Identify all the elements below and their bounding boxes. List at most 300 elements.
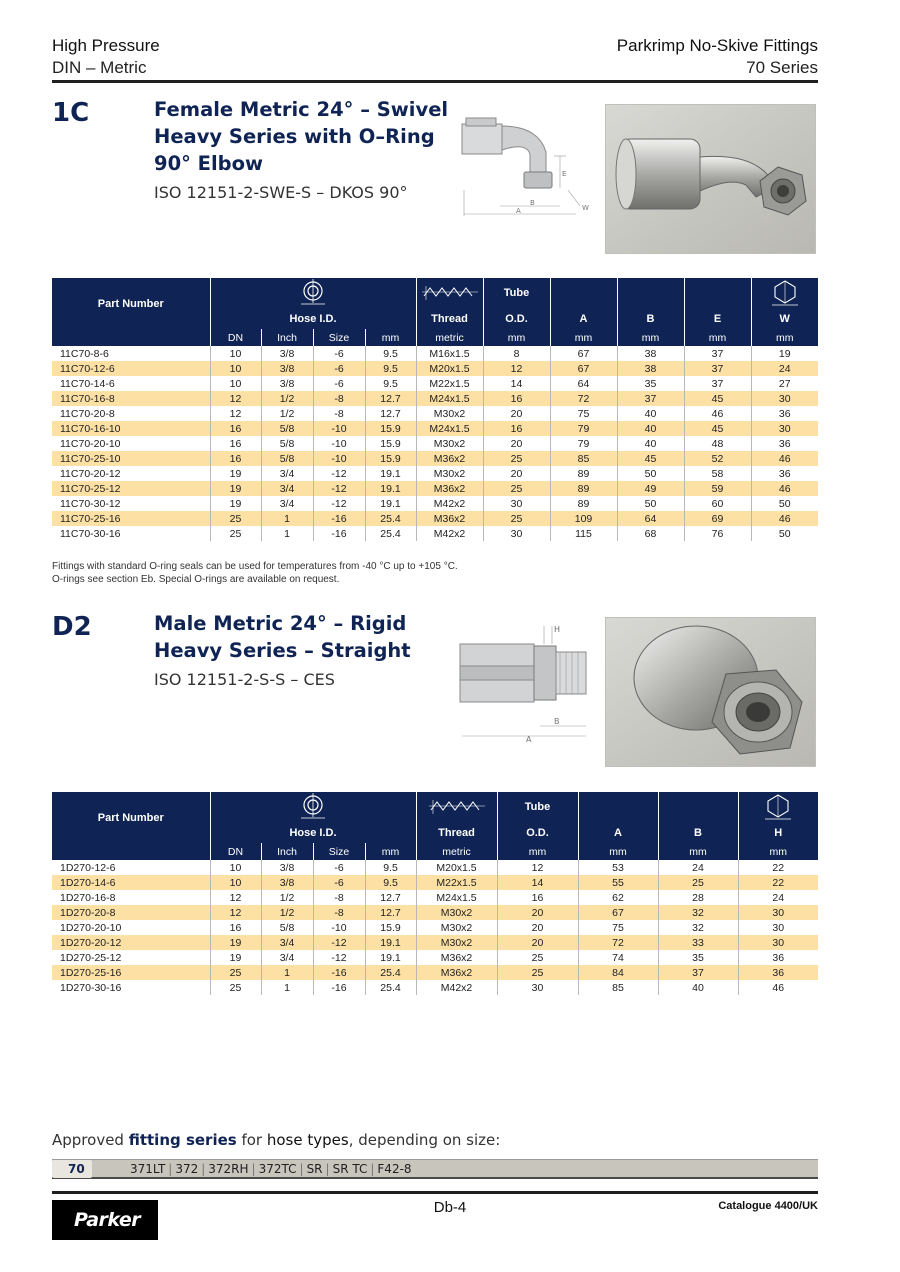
part-number-cell: 1D270-25-12: [60, 951, 122, 964]
table-cell: 16: [210, 436, 261, 451]
col-b: B: [658, 822, 738, 843]
part-number-cell: 1D270-30-16: [60, 981, 122, 994]
table-cell: M22x1.5: [416, 875, 497, 890]
table-row: [52, 481, 818, 496]
sub-header: mm: [483, 329, 550, 346]
sub-header: mm: [658, 843, 738, 860]
table-cell: 25: [210, 965, 261, 980]
table-cell: 38: [617, 346, 684, 361]
table-cell: 55: [578, 875, 658, 890]
table-cell: 12: [497, 860, 578, 875]
col-a-blank: [578, 792, 658, 822]
table-cell: 9.5: [365, 346, 416, 361]
table-cell: 20: [483, 406, 550, 421]
hose-series-item: SR TC: [332, 1162, 368, 1176]
table-cell: M36x2: [416, 950, 497, 965]
table-cell: 50: [751, 526, 818, 541]
col-e-blank: [684, 278, 751, 308]
sub-header: mm: [617, 329, 684, 346]
table-cell: 25: [483, 511, 550, 526]
dim-label-a: A: [526, 735, 532, 744]
table-cell: -12: [313, 466, 365, 481]
table-cell: 72: [578, 935, 658, 950]
table-cell: -8: [313, 890, 365, 905]
table-cell: -6: [313, 875, 365, 890]
table-cell: 50: [617, 466, 684, 481]
part-number-cell: 1D270-14-6: [52, 875, 210, 890]
table-cell: 30: [738, 935, 818, 950]
table-cell: 9.5: [365, 875, 416, 890]
table-cell: 16: [210, 451, 261, 466]
part-number-cell: 11C70-30-16: [60, 527, 121, 540]
table-cell: -10: [313, 436, 365, 451]
table-cell: 15.9: [365, 436, 416, 451]
part-number-cell: 1D270-25-16: [52, 965, 210, 980]
table-cell: 12.7: [365, 391, 416, 406]
table-cell: 32: [658, 920, 738, 935]
table-cell: 85: [550, 451, 617, 466]
table-cell: 115: [550, 526, 617, 541]
part-number-cell: 1D270-16-8: [60, 891, 116, 904]
thread-icon-cell: [416, 278, 483, 308]
dim-label-b: B: [554, 717, 560, 726]
sub-header: mm: [365, 843, 416, 860]
part-number-cell: 11C70-20-12: [60, 467, 121, 480]
thread-icon: [427, 796, 487, 818]
table-cell: 30: [751, 421, 818, 436]
section-d2-standard: ISO 12151-2-S-S – CES: [154, 670, 335, 689]
table-cell: -6: [313, 860, 365, 875]
col-tube-top: Tube: [497, 792, 578, 822]
section-d2-photo: [605, 617, 816, 767]
table-cell: 12: [210, 890, 261, 905]
table-row: [52, 391, 818, 406]
table-cell: 25: [210, 980, 261, 995]
part-number-cell: 11C70-16-8: [52, 391, 210, 406]
part-number-cell: 11C70-16-10: [52, 421, 210, 436]
table-cell: 25: [210, 526, 261, 541]
table-cell: 30: [738, 905, 818, 920]
straight-fitting-illustration: [606, 618, 817, 768]
table-cell: 1: [261, 511, 313, 526]
table-cell: 79: [550, 436, 617, 451]
part-number-cell: 11C70-30-12: [60, 497, 121, 510]
table-cell: 25: [497, 965, 578, 980]
table-cell: 50: [617, 496, 684, 511]
table-cell: M36x2: [416, 481, 483, 496]
series-separator: |: [251, 1162, 256, 1176]
table-cell: 49: [617, 481, 684, 496]
section-d2-drawing: [456, 622, 598, 746]
approved-prefix: Approved: [52, 1131, 129, 1149]
table-cell: 3/8: [261, 875, 313, 890]
table-cell: 36: [751, 406, 818, 421]
section-1c-title-line: Heavy Series with O–Ring: [154, 125, 435, 148]
part-number-cell: 11C70-25-12: [52, 481, 210, 496]
table-cell: 12: [210, 905, 261, 920]
table-cell: 3/8: [261, 860, 313, 875]
table-cell: -6: [313, 361, 365, 376]
col-e: E: [684, 308, 751, 329]
table-cell: 46: [684, 406, 751, 421]
table-cell: 10: [210, 376, 261, 391]
col-tube-top: Tube: [483, 278, 550, 308]
table-cell: M16x1.5: [416, 346, 483, 361]
hex-icon-cell: [751, 278, 818, 308]
table-cell: -16: [313, 965, 365, 980]
table-cell: 10: [210, 860, 261, 875]
hose-series-item: 371LT: [130, 1162, 166, 1176]
table-cell: M30x2: [416, 436, 483, 451]
table-cell: 3/8: [261, 361, 313, 376]
thread-icon-cell: [416, 792, 497, 822]
table-cell: 79: [550, 421, 617, 436]
hose-series-item: 372TC: [258, 1162, 297, 1176]
col-b-blank: [617, 278, 684, 308]
table-cell: 25: [210, 511, 261, 526]
table-cell: 1/2: [261, 391, 313, 406]
table-cell: 40: [658, 980, 738, 995]
table-cell: 36: [751, 466, 818, 481]
part-number-cell: 11C70-25-10: [52, 451, 210, 466]
table-cell: 59: [684, 481, 751, 496]
thread-icon: [420, 282, 480, 304]
sub-blank: [52, 843, 210, 860]
section-1c-title: [154, 96, 454, 177]
col-h: H: [738, 822, 818, 843]
table-cell: 15.9: [365, 920, 416, 935]
table-cell: 45: [684, 391, 751, 406]
col-part-number: Part Number: [52, 792, 210, 843]
table-cell: 37: [658, 965, 738, 980]
table-cell: 5/8: [261, 436, 313, 451]
table-cell: M30x2: [416, 920, 497, 935]
table-cell: 75: [550, 406, 617, 421]
table-cell: 38: [617, 361, 684, 376]
header-series: 70 Series: [746, 58, 818, 77]
table-cell: -12: [313, 950, 365, 965]
table-cell: -12: [313, 496, 365, 511]
table-cell: 58: [684, 466, 751, 481]
table-cell: 68: [617, 526, 684, 541]
series-separator: |: [370, 1162, 375, 1176]
table-cell: M36x2: [416, 965, 497, 980]
catalogue-number: Catalogue 4400/UK: [718, 1200, 818, 1212]
table-cell: 67: [578, 905, 658, 920]
table-cell: M30x2: [416, 935, 497, 950]
table-cell: 9.5: [365, 361, 416, 376]
table-row: [52, 346, 818, 361]
table-cell: 25.4: [365, 980, 416, 995]
col-thread: Thread: [416, 308, 483, 329]
table-row: [52, 980, 818, 995]
hose-series-item: 372RH: [208, 1162, 249, 1176]
section-d2-table: [52, 792, 818, 995]
table-cell: -12: [313, 935, 365, 950]
table-cell: 16: [210, 421, 261, 436]
footer-divider: [52, 1191, 818, 1194]
table-cell: 19: [210, 935, 261, 950]
table-row: [52, 920, 818, 935]
table-cell: 25.4: [365, 526, 416, 541]
table-cell: -12: [313, 481, 365, 496]
section-1c-photo: [605, 104, 816, 254]
table-cell: 30: [483, 496, 550, 511]
col-tube-od: O.D.: [483, 308, 550, 329]
table-cell: 19.1: [365, 496, 416, 511]
table-cell: 53: [578, 860, 658, 875]
table-row: [52, 406, 818, 421]
table-cell: 85: [578, 980, 658, 995]
table-cell: 24: [751, 361, 818, 376]
header-product-line: Parkrimp No-Skive Fittings: [616, 36, 818, 55]
table-cell: -16: [313, 526, 365, 541]
hose-id-icon-cell: [210, 792, 416, 822]
note-line: O-rings see section Eb. Special O-rings are available on request.: [52, 574, 340, 585]
table-cell: -10: [313, 421, 365, 436]
col-tube-od: O.D.: [497, 822, 578, 843]
section-d2-title-line: Male Metric 24° – Rigid: [154, 612, 407, 635]
table-cell: 46: [751, 481, 818, 496]
table-row: [52, 860, 818, 875]
hose-series-item: F42-8: [377, 1162, 412, 1176]
table-cell: 35: [617, 376, 684, 391]
table-cell: 9.5: [365, 860, 416, 875]
table-cell: 40: [617, 436, 684, 451]
series-separator: |: [299, 1162, 304, 1176]
table-cell: 36: [738, 965, 818, 980]
table-cell: 8: [483, 346, 550, 361]
table-cell: 37: [684, 376, 751, 391]
part-number-cell: 11C70-8-6: [60, 347, 109, 360]
table-cell: 19: [210, 481, 261, 496]
table-row: [52, 466, 818, 481]
approved-hose-types: hose types: [266, 1131, 349, 1149]
hose-series-item: 372: [175, 1162, 199, 1176]
table-cell: 67: [550, 346, 617, 361]
section-d2-title-line: Heavy Series – Straight: [154, 639, 411, 662]
table-cell: 16: [497, 890, 578, 905]
table-cell: -16: [313, 980, 365, 995]
table-cell: 1/2: [261, 406, 313, 421]
table-cell: 12: [210, 406, 261, 421]
section-d2-code: D2: [52, 612, 92, 642]
table-cell: 52: [684, 451, 751, 466]
section-1c-drawing: [456, 110, 598, 222]
table-cell: 75: [578, 920, 658, 935]
sub-header: Size: [313, 843, 365, 860]
section-d2-title: [154, 610, 454, 664]
table-cell: 89: [550, 481, 617, 496]
table-row: [52, 496, 818, 511]
table-cell: -16: [313, 511, 365, 526]
sub-header: DN: [210, 843, 261, 860]
sub-header: mm: [738, 843, 818, 860]
part-number-cell: 1D270-20-8: [52, 905, 210, 920]
dim-label-a: A: [516, 207, 521, 215]
sub-header: metric: [416, 843, 497, 860]
table-cell: 5/8: [261, 421, 313, 436]
table-cell: 10: [210, 361, 261, 376]
table-cell: 89: [550, 496, 617, 511]
table-cell: 46: [751, 511, 818, 526]
table-cell: M42x2: [416, 496, 483, 511]
table-row: [52, 890, 818, 905]
part-number-cell: 1D270-20-12: [52, 935, 210, 950]
table-cell: M24x1.5: [416, 421, 483, 436]
table-cell: M20x1.5: [416, 860, 497, 875]
table-cell: M20x1.5: [416, 361, 483, 376]
table-row: [52, 511, 818, 526]
table-cell: 19: [210, 496, 261, 511]
hex-nut-icon: [763, 793, 793, 821]
table-cell: 14: [497, 875, 578, 890]
col-hose-id: Hose I.D.: [210, 822, 416, 843]
col-b-blank: [658, 792, 738, 822]
table-cell: 46: [751, 451, 818, 466]
table-cell: 109: [550, 511, 617, 526]
table-cell: 1: [261, 980, 313, 995]
table-row: [52, 965, 818, 980]
table-cell: -6: [313, 376, 365, 391]
section-1c-title-line: Female Metric 24° – Swivel: [154, 98, 449, 121]
table-row: [52, 875, 818, 890]
table-cell: 19: [210, 950, 261, 965]
sub-header: mm: [578, 843, 658, 860]
elbow-drawing-svg: [456, 110, 598, 222]
section-1c-title-line: 90° Elbow: [154, 152, 264, 175]
hose-id-icon-cell: [210, 278, 416, 308]
sub-header: mm: [497, 843, 578, 860]
part-number-cell: 11C70-20-10: [60, 437, 121, 450]
section-1c-standard: ISO 12151-2-SWE-S – DKOS 90°: [154, 183, 408, 202]
page-number: Db-4: [433, 1199, 467, 1216]
table-cell: 19.1: [365, 935, 416, 950]
table-cell: 64: [550, 376, 617, 391]
fitting-series-badge: 70: [52, 1160, 92, 1178]
hex-nut-icon: [770, 279, 800, 307]
table-cell: 22: [738, 860, 818, 875]
table-row: [52, 451, 818, 466]
table-cell: 16: [483, 391, 550, 406]
col-a-blank: [550, 278, 617, 308]
hose-series-item: SR: [306, 1162, 323, 1176]
table-cell: 19.1: [365, 466, 416, 481]
col-b: B: [617, 308, 684, 329]
table-cell: 27: [751, 376, 818, 391]
sub-header: DN: [210, 329, 261, 346]
table-cell: 40: [617, 421, 684, 436]
dim-label-b: B: [530, 199, 535, 207]
table-cell: 5/8: [261, 920, 313, 935]
table-cell: 25.4: [365, 965, 416, 980]
table-cell: 67: [550, 361, 617, 376]
col-hose-id: Hose I.D.: [210, 308, 416, 329]
header-category: High Pressure: [52, 36, 160, 55]
header-divider: [52, 80, 818, 83]
table-cell: 25: [483, 451, 550, 466]
table-row: [52, 436, 818, 451]
sub-header: metric: [416, 329, 483, 346]
note-line: Fittings with standard O-ring seals can be used for temperatures from -40 °C up to +105 °C.: [52, 561, 458, 572]
table-cell: 12.7: [365, 406, 416, 421]
series-separator: |: [201, 1162, 206, 1176]
hex-icon-cell: [738, 792, 818, 822]
table-cell: 36: [738, 950, 818, 965]
table-cell: 5/8: [261, 451, 313, 466]
table-cell: 1/2: [261, 905, 313, 920]
table-cell: M30x2: [416, 905, 497, 920]
table-row: [52, 376, 818, 391]
table-cell: 20: [483, 466, 550, 481]
table-cell: 33: [658, 935, 738, 950]
table-cell: 19: [210, 466, 261, 481]
table-cell: 20: [497, 935, 578, 950]
table-cell: 45: [684, 421, 751, 436]
sub-blank: [52, 329, 210, 346]
table-cell: 22: [738, 875, 818, 890]
table-cell: 19: [751, 346, 818, 361]
table-cell: 62: [578, 890, 658, 905]
sub-header: mm: [751, 329, 818, 346]
table-cell: 30: [483, 526, 550, 541]
dim-label-w: W: [582, 204, 589, 212]
table-row: [52, 935, 818, 950]
table-cell: 30: [751, 391, 818, 406]
approved-fitting-series: fitting series: [128, 1131, 237, 1149]
table-cell: 48: [684, 436, 751, 451]
table-cell: 64: [617, 511, 684, 526]
parker-logo: Parker: [52, 1200, 158, 1240]
col-a: A: [578, 822, 658, 843]
table-cell: -8: [313, 391, 365, 406]
table-cell: -8: [313, 406, 365, 421]
part-number-cell: 1D270-20-10: [60, 921, 122, 934]
sub-header: Inch: [261, 329, 313, 346]
table-cell: M36x2: [416, 511, 483, 526]
table-cell: -6: [313, 346, 365, 361]
table-cell: 24: [658, 860, 738, 875]
table-cell: M22x1.5: [416, 376, 483, 391]
table-row: [52, 905, 818, 920]
table-cell: 14: [483, 376, 550, 391]
table-cell: M42x2: [416, 980, 497, 995]
table-cell: 3/4: [261, 481, 313, 496]
table-cell: 12.7: [365, 890, 416, 905]
table-cell: 16: [210, 920, 261, 935]
table-cell: 20: [497, 920, 578, 935]
table-cell: 3/8: [261, 376, 313, 391]
table-cell: 1: [261, 965, 313, 980]
table-cell: 3/4: [261, 950, 313, 965]
table-cell: 36: [751, 436, 818, 451]
table-cell: 32: [658, 905, 738, 920]
part-number-cell: 11C70-20-8: [60, 407, 115, 420]
table-cell: 24: [738, 890, 818, 905]
table-cell: 19.1: [365, 950, 416, 965]
table-cell: 20: [483, 436, 550, 451]
straight-drawing-svg: [456, 622, 598, 746]
sub-header: mm: [550, 329, 617, 346]
sub-header: mm: [365, 329, 416, 346]
table-cell: 16: [483, 421, 550, 436]
approved-suffix: , depending on size:: [348, 1131, 501, 1149]
series-separator: |: [168, 1162, 173, 1176]
table-cell: 19.1: [365, 481, 416, 496]
section-d2-table-body: [52, 860, 818, 995]
table-cell: 25: [658, 875, 738, 890]
table-cell: M24x1.5: [416, 890, 497, 905]
